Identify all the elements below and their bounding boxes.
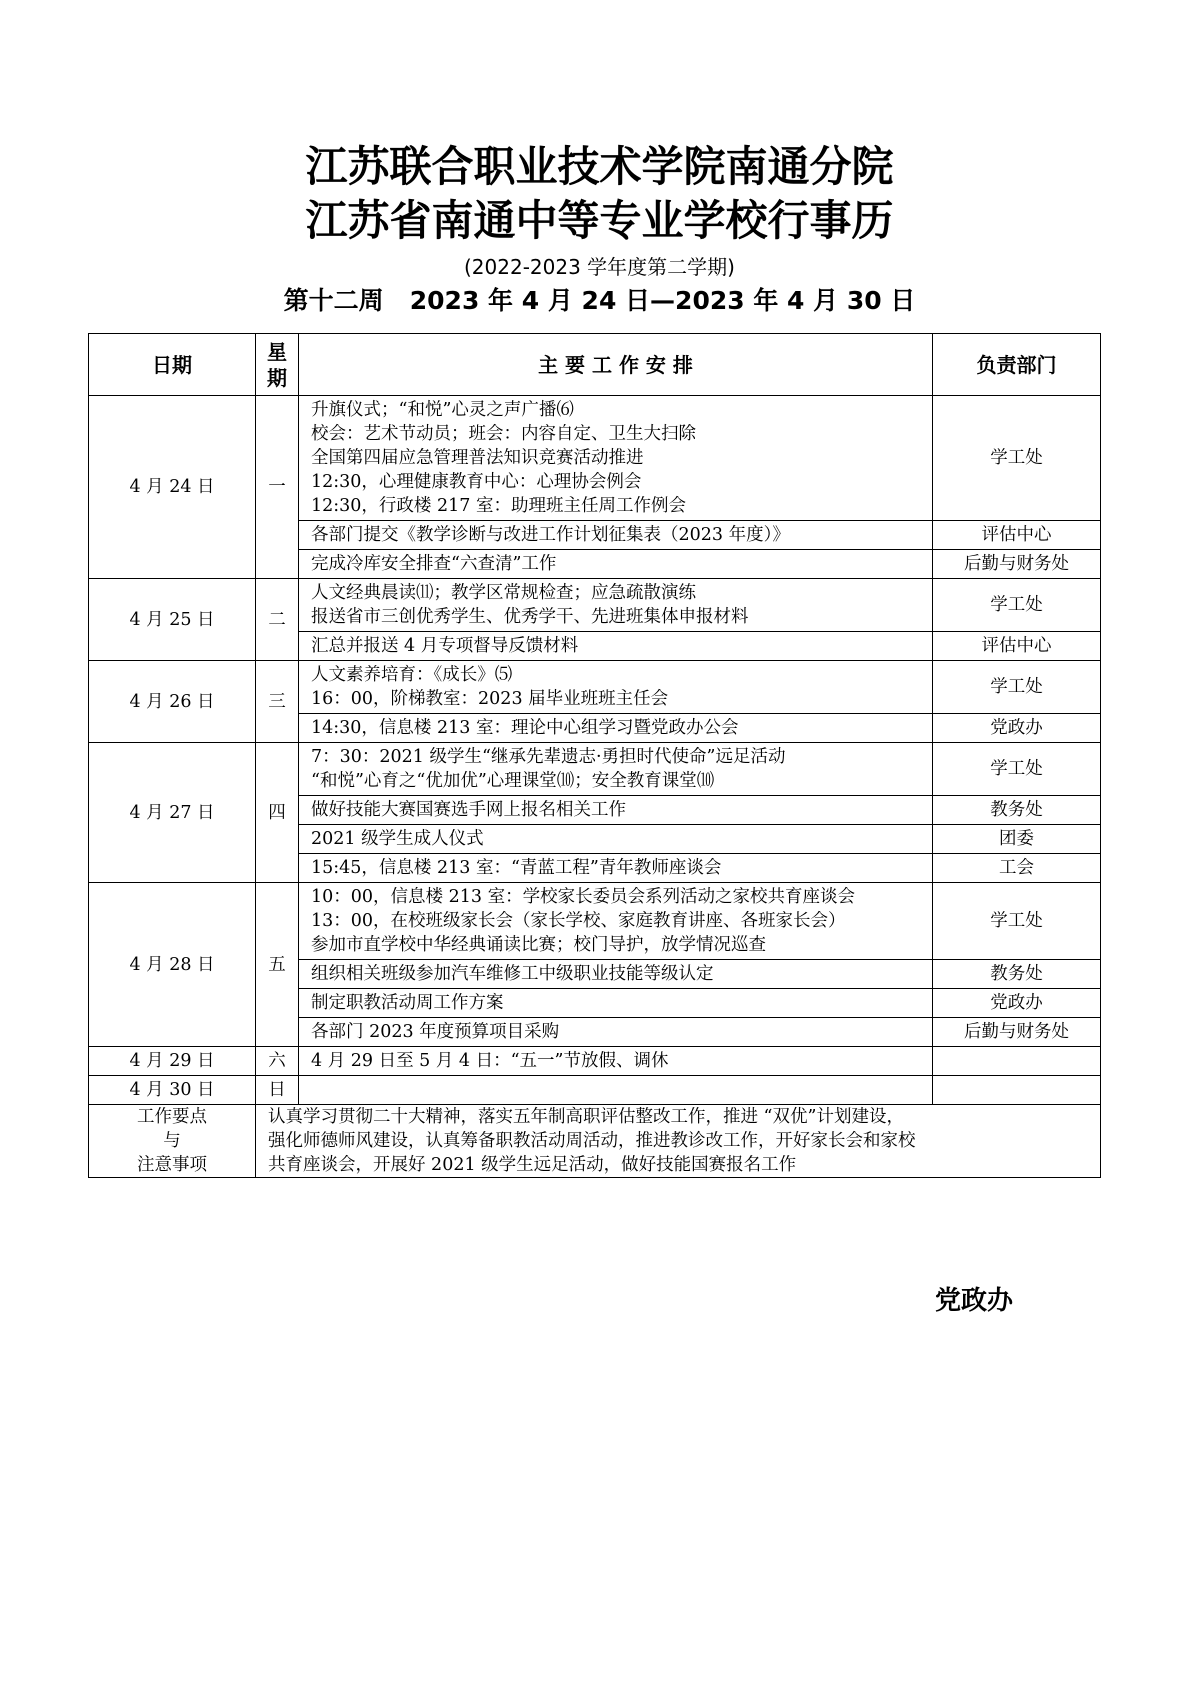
task-cell: [299, 714, 933, 743]
key-points-text: [256, 1105, 1101, 1178]
key-label-line: 注意事项: [137, 1155, 207, 1175]
day-weekday: 一: [256, 396, 299, 579]
day-date: 4 月 27 日: [89, 743, 256, 883]
task-line: 14:30，信息楼 213 室：理论中心组学习暨党政办公会: [311, 718, 739, 738]
task-line: 人文素养培育：《成长》⑸: [311, 665, 513, 685]
task-line: 组织相关班级参加汽车维修工中级职业技能等级认定: [311, 964, 714, 984]
key-text-line: 认真学习贯彻二十大精神，落实五年制高职评估整改工作，推进 “双优”计划建设，: [268, 1107, 904, 1127]
dept-cell: [933, 1076, 1101, 1105]
task-line: 完成冷库安全排查“六查清”工作: [311, 554, 557, 574]
task-line: 各部门 2023 年度预算项目采购: [311, 1022, 560, 1042]
dept-cell: 学工处: [933, 883, 1101, 960]
key-points-label: [89, 1105, 256, 1178]
task-line: 12:30，心理健康教育中心：心理协会例会: [311, 472, 642, 492]
task-line: 参加市直学校中华经典诵读比赛；校门导护，放学情况巡查: [311, 935, 766, 955]
dept-cell: [933, 1047, 1101, 1076]
task-cell: [299, 579, 933, 632]
day-weekday: 五: [256, 883, 299, 1047]
key-label-line: 工作要点: [137, 1107, 207, 1127]
task-line: 全国第四届应急管理普法知识竞赛活动推进: [311, 448, 644, 468]
table-row: [89, 743, 1101, 796]
issuing-office: 党政办: [935, 1286, 1014, 1316]
title-line-1: 江苏联合职业技术学院南通分院: [305, 142, 894, 191]
dept-cell: 评估中心: [933, 521, 1101, 550]
col-header-weekday: 星 期: [256, 334, 299, 396]
day-date: 4 月 26 日: [89, 661, 256, 743]
task-line: 校会：艺术节动员；班会：内容自定、卫生大扫除: [311, 424, 696, 444]
day-date: 4 月 25 日: [89, 579, 256, 661]
table-row: [89, 396, 1101, 521]
task-cell: [299, 989, 933, 1018]
task-cell: [299, 396, 933, 521]
task-line: 制定职教活动周工作方案: [311, 993, 504, 1013]
task-line: 7：30：2021 级学生“继承先辈遗志·勇担时代使命”远足活动: [311, 747, 786, 767]
task-line: 13：00，在校班级家长会（家长学校、家庭教育讲座、各班家长会）: [311, 911, 846, 931]
day-weekday: 三: [256, 661, 299, 743]
dept-cell: 团委: [933, 825, 1101, 854]
dept-cell: 党政办: [933, 989, 1101, 1018]
dept-cell: 工会: [933, 854, 1101, 883]
dept-cell: 评估中心: [933, 632, 1101, 661]
day-date: 4 月 29 日: [89, 1047, 256, 1076]
day-weekday: 日: [256, 1076, 299, 1105]
table-row: [89, 883, 1101, 960]
task-line: 2021 级学生成人仪式: [311, 829, 484, 849]
dept-cell: 党政办: [933, 714, 1101, 743]
col-header-date: 日期: [89, 334, 256, 396]
task-line: 15:45，信息楼 213 室：“青蓝工程”青年教师座谈会: [311, 858, 722, 878]
day-date: 4 月 28 日: [89, 883, 256, 1047]
dept-cell: 后勤与财务处: [933, 550, 1101, 579]
task-cell: [299, 883, 933, 960]
task-cell: [299, 960, 933, 989]
table-row: [89, 1047, 1101, 1076]
task-line: 4 月 29 日至 5 月 4 日：“五一”节放假、调休: [311, 1051, 669, 1071]
task-line: 各部门提交《教学诊断与改进工作计划征集表（2023 年度）》: [311, 525, 790, 545]
dept-cell: 学工处: [933, 396, 1101, 521]
task-line: 做好技能大赛国赛选手网上报名相关工作: [311, 800, 626, 820]
day-date: 4 月 24 日: [89, 396, 256, 579]
day-weekday: 六: [256, 1047, 299, 1076]
task-cell: [299, 550, 933, 579]
task-line: 人文经典晨读⑾；教学区常规检查；应急疏散演练: [311, 583, 696, 603]
schedule-table: [88, 333, 1101, 1178]
day-weekday: 四: [256, 743, 299, 883]
task-line: 汇总并报送 4 月专项督导反馈材料: [311, 636, 579, 656]
task-cell: [299, 1047, 933, 1076]
table-body: [89, 396, 1101, 1105]
task-line: 12:30，行政楼 217 室：助理班主任周工作例会: [311, 496, 686, 516]
day-date: 4 月 30 日: [89, 1076, 256, 1105]
task-cell: [299, 796, 933, 825]
task-line: “和悦”心育之“优加优”心理课堂⑽；安全教育课堂⑽: [311, 771, 715, 791]
task-cell: [299, 743, 933, 796]
key-text-line: 共育座谈会，开展好 2021 级学生远足活动，做好技能国赛报名工作: [268, 1155, 797, 1175]
dept-cell: 后勤与财务处: [933, 1018, 1101, 1047]
table-row: [89, 1076, 1101, 1105]
task-cell: [299, 661, 933, 714]
task-line: 16：00，阶梯教室：2023 届毕业班班主任会: [311, 689, 669, 709]
week-label: 第十二周 2023 年 4 月 24 日—2023 年 4 月 30 日: [283, 286, 916, 315]
table-row: [89, 579, 1101, 632]
key-points-row: [89, 1105, 1101, 1178]
task-line: 报送省市三创优秀学生、优秀学干、先进班集体申报材料: [311, 607, 749, 627]
key-label-line: 与: [163, 1131, 181, 1151]
task-cell: [299, 632, 933, 661]
task-cell: [299, 854, 933, 883]
task-line: 10：00，信息楼 213 室：学校家长委员会系列活动之家校共育座谈会: [311, 887, 856, 907]
col-header-tasks: 主 要 工 作 安 排: [299, 334, 933, 396]
task-cell: [299, 1018, 933, 1047]
title-line-2: 江苏省南通中等专业学校行事历: [305, 196, 894, 245]
dept-cell: 教务处: [933, 796, 1101, 825]
task-cell: [299, 825, 933, 854]
task-cell: [299, 521, 933, 550]
dept-cell: 学工处: [933, 579, 1101, 632]
dept-cell: 学工处: [933, 661, 1101, 714]
col-header-dept: 负责部门: [933, 334, 1101, 396]
dept-cell: 教务处: [933, 960, 1101, 989]
semester-label: (2022-2023 学年度第二学期): [464, 255, 735, 279]
table-header-row: [89, 334, 1101, 396]
task-line: 升旗仪式；“和悦”心灵之声广播⑹: [311, 400, 574, 420]
dept-cell: 学工处: [933, 743, 1101, 796]
day-weekday: 二: [256, 579, 299, 661]
table-row: [89, 661, 1101, 714]
task-cell: [299, 1076, 933, 1105]
key-text-line: 强化师德师风建设，认真筹备职教活动周活动，推进教诊改工作，开好家长会和家校: [268, 1131, 916, 1151]
